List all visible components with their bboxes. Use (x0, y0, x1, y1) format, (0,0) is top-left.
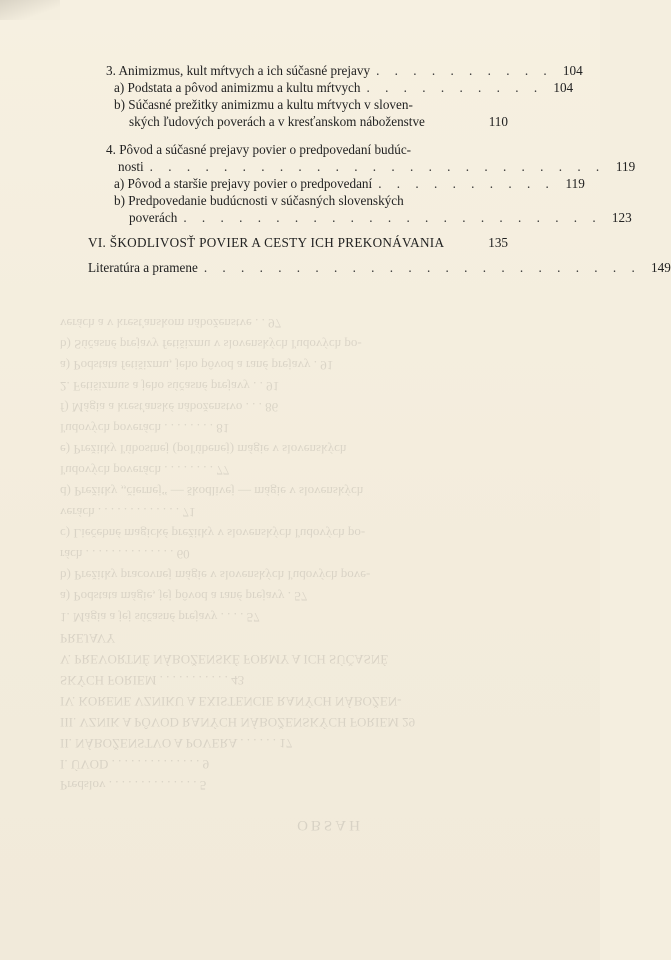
ghost-line: verách . . . . . . . . . . . . . 71 (60, 505, 196, 520)
ghost-line: 2. Fetišizmus a jeho súčasné prejavy . . 91 (60, 379, 280, 394)
toc-entry-title: a) Pôvod a staršie prejavy povier o predpovedaní (114, 176, 373, 191)
toc-entry (88, 259, 671, 276)
toc-entry-title: 4. Pôvod a súčasné prejavy povier o predpovedaní budúc- (106, 142, 412, 157)
dot-leader: . . . . . . . . . . . . . . . . . . . . . . . . . (149, 159, 606, 174)
toc-entry-title: nosti (118, 159, 144, 174)
toc-page-number: 119 (565, 176, 585, 191)
toc-page-number: 123 (611, 210, 632, 225)
toc-entry-continuation (88, 209, 632, 226)
toc-entry-title: b) Súčasné prežitky animizmu a kultu mŕtvych v sloven- (114, 97, 413, 112)
ghost-line: verách a v kresťanskom náboženstve . . 97 (60, 316, 282, 331)
toc-entry (88, 96, 508, 113)
ghost-line: PREJAVY (60, 631, 116, 646)
toc-entry-title: b) Predpovedanie budúcnosti v súčasných slovenských (114, 193, 404, 208)
toc-page-number: 104 (562, 63, 583, 78)
ghost-line: IV. KORENE VZNIKU A EXISTENCIE RANÝCH NÁBOŽEN- (60, 694, 402, 709)
dot-leader: . . . . . . . . . . (376, 63, 553, 78)
ghost-line: rách . . . . . . . . . . . . . . 60 (60, 547, 190, 562)
ghost-line: e) Prežitky ľúbostnej (poľúbenej) mágie v slovenských (60, 442, 347, 457)
toc-page-number: 110 (488, 114, 508, 129)
ghost-heading: OBSAH (297, 817, 363, 833)
show-through-text (60, 315, 600, 835)
ghost-line: ľudových poverách . . . . . . . . 81 (60, 421, 230, 436)
ghost-line: a) Podstata mágie, jej pôvod a rané prejavy . 57 (60, 589, 308, 604)
toc-entry (88, 62, 583, 79)
toc-entry-title: poverách (129, 210, 178, 225)
ghost-line: V. PREVORTNÉ NÁBOŽENSKÉ FORMY A ICH SÚČASNÉ (60, 652, 389, 667)
ghost-line: SKÝCH FORIEM . . . . . . . . . . . 43 (60, 673, 245, 688)
ghost-line: II. NÁBOŽENSTVO A POVERA . . . . . . 17 (60, 736, 293, 751)
folded-corner (0, 0, 60, 20)
toc-page-number: 104 (553, 80, 574, 95)
toc-chapter-title: VI. ŠKODLIVOSŤ POVIER A CESTY ICH PREKONÁVANIA (88, 235, 445, 250)
dot-leader: . . . . . . . . . . (366, 80, 544, 95)
toc-page-number: 135 (488, 235, 508, 250)
ghost-line: b) Súčasné prejavy fetišizmu v slovenských ľudových po- (60, 337, 362, 352)
toc-entry-title: 3. Animizmus, kult mŕtvych a ich súčasné prejavy (106, 63, 371, 78)
dot-leader: . . . . . . . . . . (378, 176, 555, 191)
ghost-line: III. VZNIK A PÔVOD RANÝCH NÁBOŽENSKÝCH FORIEM 29 (60, 715, 416, 730)
ghost-line: b) Prežitky pracovnej mágie v slovenských ľudových pove- (60, 568, 371, 583)
ghost-line: ľudových poverách . . . . . . . . 77 (60, 463, 230, 478)
toc-entry-title: a) Podstata a pôvod animizmu a kultu mŕtvych (114, 80, 361, 95)
toc-entry-title: Literatúra a pramene (88, 260, 198, 275)
toc-entry (88, 141, 508, 158)
toc-entry-continuation (88, 113, 508, 130)
toc-chapter (88, 234, 508, 251)
toc-entry (88, 175, 585, 192)
toc-entry-continuation (88, 158, 636, 175)
ghost-line: c) Liečebné magické prežitky v slovenských ľudových po- (60, 526, 366, 541)
ghost-line: d) Prežitky „čiernej“ — škodlivej — mágie v slovenských (60, 484, 364, 499)
dot-leader: . . . . . . . . . . . . . . . . . . . . . . . . (203, 260, 641, 275)
toc-page-number: 119 (615, 159, 636, 174)
dot-leader: . . . . . . . . . . . . . . . . . . . . . . . (183, 210, 602, 225)
toc-entry-title: ských ľudových poverách a v kresťanskom náboženstve (129, 114, 425, 129)
ghost-line: I. ÚVOD . . . . . . . . . . . . . . 9 (60, 757, 210, 772)
ghost-line: Predslov . . . . . . . . . . . . . . 5 (60, 778, 207, 793)
ghost-line: f) Mágia a kresťanské náboženstvo . . . 86 (60, 400, 279, 415)
toc-entry (88, 192, 508, 209)
toc-page-number: 149 (651, 260, 671, 275)
table-of-contents (88, 56, 671, 276)
toc-entry (88, 79, 574, 96)
ghost-line: 1. Mágia a jej súčasné prejavy . . . . 57 (60, 610, 260, 625)
ghost-line: a) Podstata fetišizmu, jeho pôvod a rané prejavy . 91 (60, 358, 334, 373)
